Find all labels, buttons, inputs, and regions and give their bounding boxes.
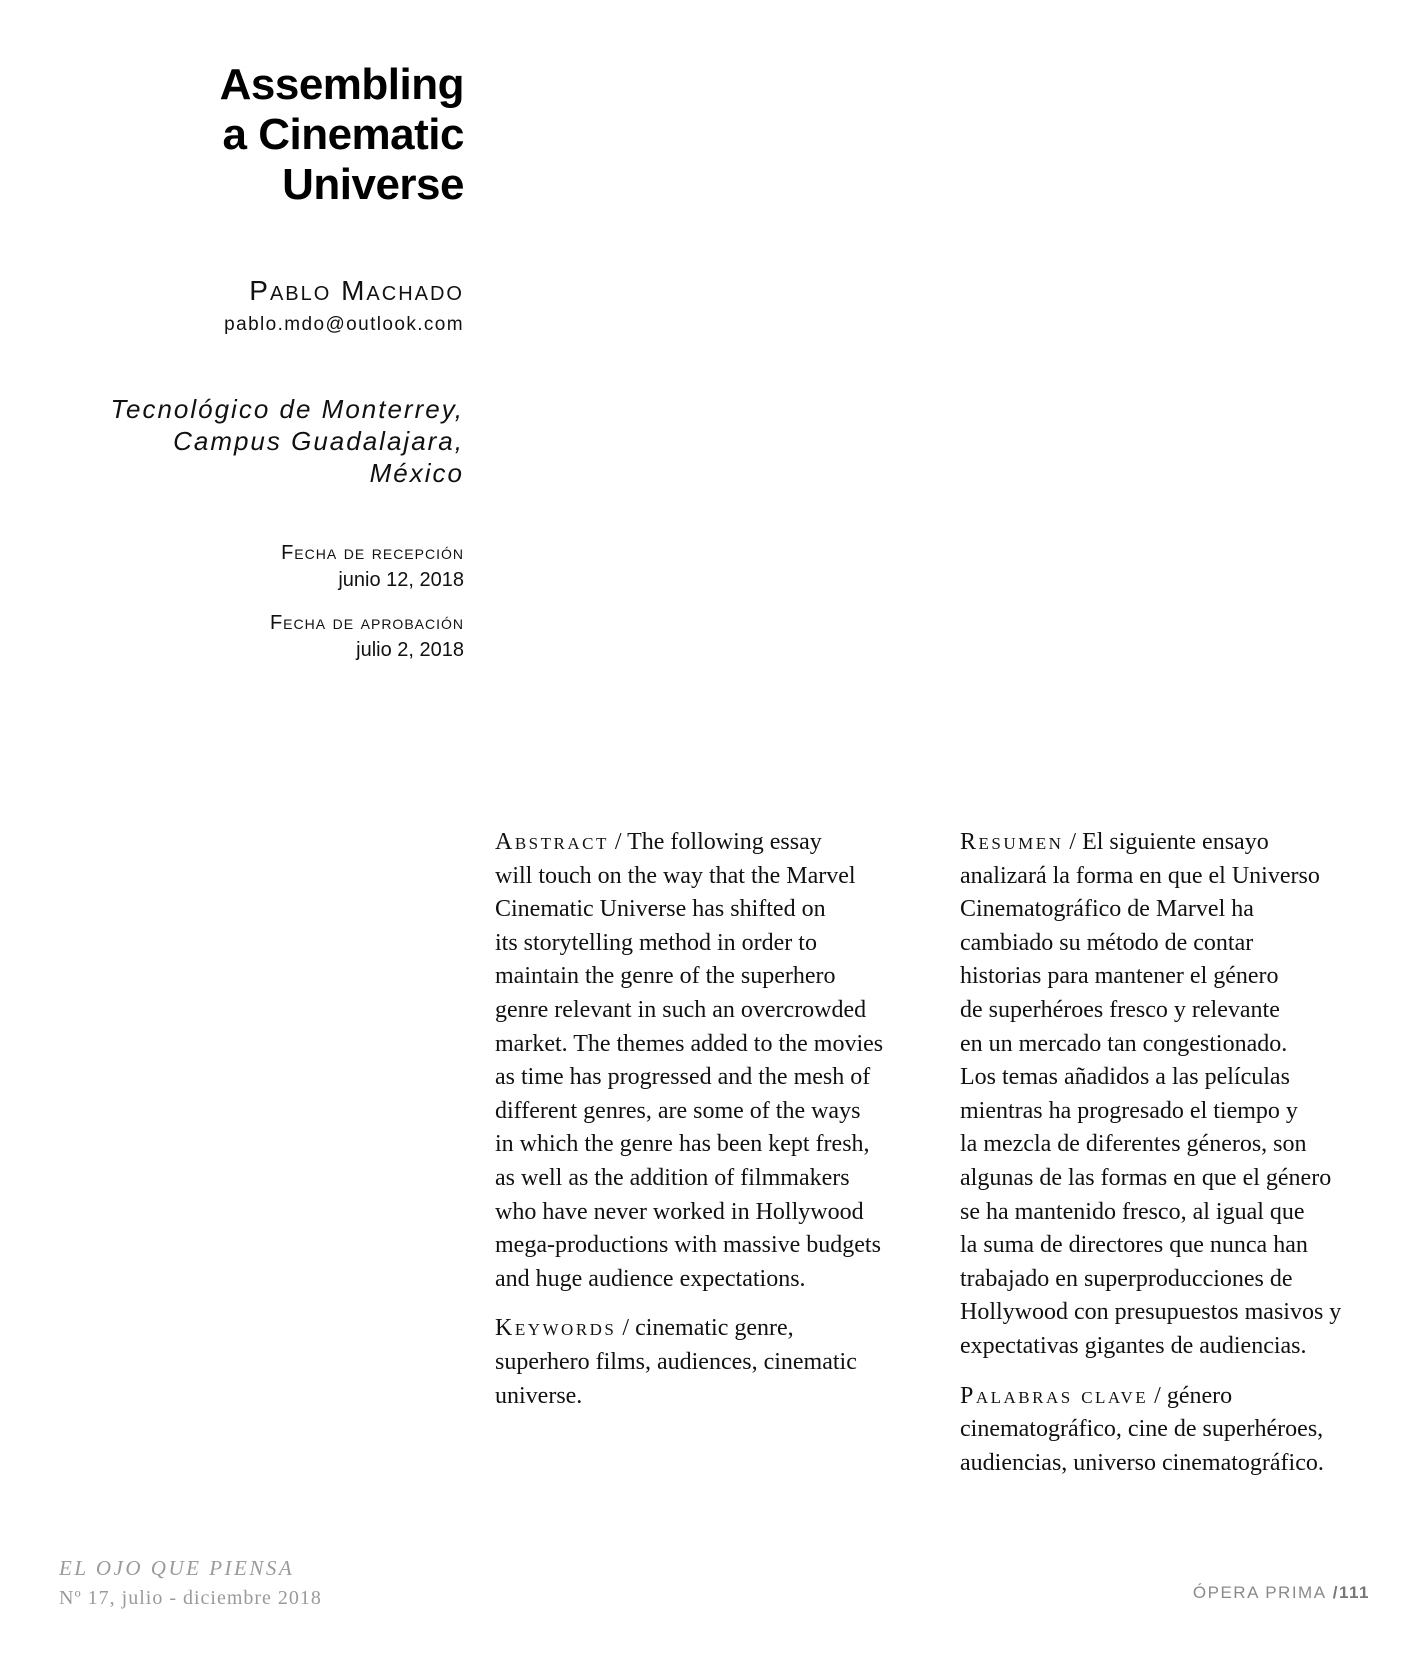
keywords-text: cinematic genre, [635,1315,794,1342]
page-separator: / [1326,1583,1339,1602]
title-line: a Cinematic [222,110,464,159]
title-line: Universe [282,160,464,209]
abstract-line: market. The themes added to the movies [495,1030,884,1057]
affiliation-line: México [369,458,464,488]
resumen-line: la mezcla de diferentes géneros, son [960,1131,1307,1158]
author-block [44,272,464,340]
resumen-line: algunas de las formas en que el género [960,1164,1332,1191]
abstract-line: Cinematic Universe has shifted on [495,896,826,923]
palabras-clave-label: Palabras clave [960,1382,1149,1409]
resumen-label: Resumen [960,829,1064,855]
abstract-line: different genres, are some of the ways [495,1097,861,1124]
resumen-line: mientras ha progresado el tiempo y [960,1097,1298,1124]
resumen-line: analizará la forma en que el Universo [960,862,1320,889]
dates-block [44,540,464,680]
received-label: Fecha de recepción [281,542,464,564]
abstract-body [495,860,930,1297]
abstract-line: and huge audience expectations. [495,1265,806,1292]
resumen-line: Los temas añadidos a las películas [960,1064,1290,1091]
palabras-clave-text: género [1166,1382,1233,1409]
palabras-clave-line: cinematográfico, cine de superhéroes, [960,1416,1324,1443]
abstract-first-line [495,826,930,860]
received-date: junio 12, 2018 [338,569,464,591]
abstract-line: who have never worked in Hollywood [495,1198,864,1225]
journal-footer [59,1553,322,1613]
author-email: pablo.mdo@outlook.com [224,314,464,335]
abstract-label: Abstract [495,829,609,855]
abstract-text: The following essay [627,829,822,855]
section-name: ÓPERA PRIMA [1192,1583,1327,1602]
abstract-line: its storytelling method in order to [495,929,817,956]
resumen-line: Hollywood con presupuestos masivos y [960,1299,1342,1326]
abstract-line: as time has progressed and the mesh of [495,1064,871,1091]
abstract-line: in which the genre has been kept fresh, [495,1131,870,1158]
journal-name: EL OJO QUE PIENSA [59,1556,295,1580]
affiliation [0,393,464,489]
abstract-line: maintain the genre of the superhero [495,963,836,990]
page-footer [1193,1583,1370,1603]
journal-issue: Nº 17, julio - diciembre 2018 [59,1587,322,1609]
palabras-clave-line: audiencias, universo cinematográfico. [960,1449,1324,1476]
resumen-line: historias para mantener el género [960,963,1279,990]
resumen-line: expectativas gigantes de audiencias. [960,1332,1307,1359]
resumen-line: la suma de directores que nunca han [960,1232,1308,1259]
abstract-line: mega-productions with massive budgets [495,1232,881,1259]
abstract-line: as well as the addition of filmmakers [495,1164,850,1191]
title-line: Assembling [219,60,464,109]
received-group [44,540,464,594]
resumen-line: cambiado su método de contar [960,929,1254,956]
affiliation-line: Campus Guadalajara, [173,426,464,456]
label-separator: / [1148,1382,1167,1409]
resumen-line: en un mercado tan congestionado. [960,1030,1288,1057]
abstract-spanish [960,826,1380,1480]
abstract-line: will touch on the way that the Marvel [495,862,856,889]
palabras-clave-first-line [960,1380,1380,1414]
label-separator: / [1063,829,1083,855]
approved-group [44,610,464,664]
resumen-first-line [960,826,1380,860]
resumen-line: se ha mantenido fresco, al igual que [960,1198,1305,1225]
resumen-line: de superhéroes fresco y relevante [960,996,1280,1023]
resumen-body [960,860,1380,1364]
keywords-line: superhero films, audiences, cinematic [495,1348,857,1375]
keywords-first-line [495,1312,930,1346]
resumen-line: trabajado en superproducciones de [960,1265,1293,1292]
palabras-clave-body [960,1413,1380,1480]
affiliation-line: Tecnológico de Monterrey, [110,394,464,424]
resumen-text: El siguiente ensayo [1082,829,1269,855]
label-separator: / [616,1315,636,1342]
resumen-line: Cinematográfico de Marvel ha [960,896,1254,923]
keywords-label: Keywords [495,1315,617,1342]
keywords-line: universe. [495,1382,583,1409]
author-name: Pablo Machado [249,275,464,306]
abstract-english [495,826,930,1413]
keywords-body [495,1346,930,1413]
article-title [44,60,464,210]
approved-date: julio 2, 2018 [356,639,464,661]
abstract-line: genre relevant in such an overcrowded [495,996,867,1023]
label-separator: / [608,829,628,855]
page-number: 111 [1339,1583,1370,1602]
approved-label: Fecha de aprobación [269,612,464,634]
